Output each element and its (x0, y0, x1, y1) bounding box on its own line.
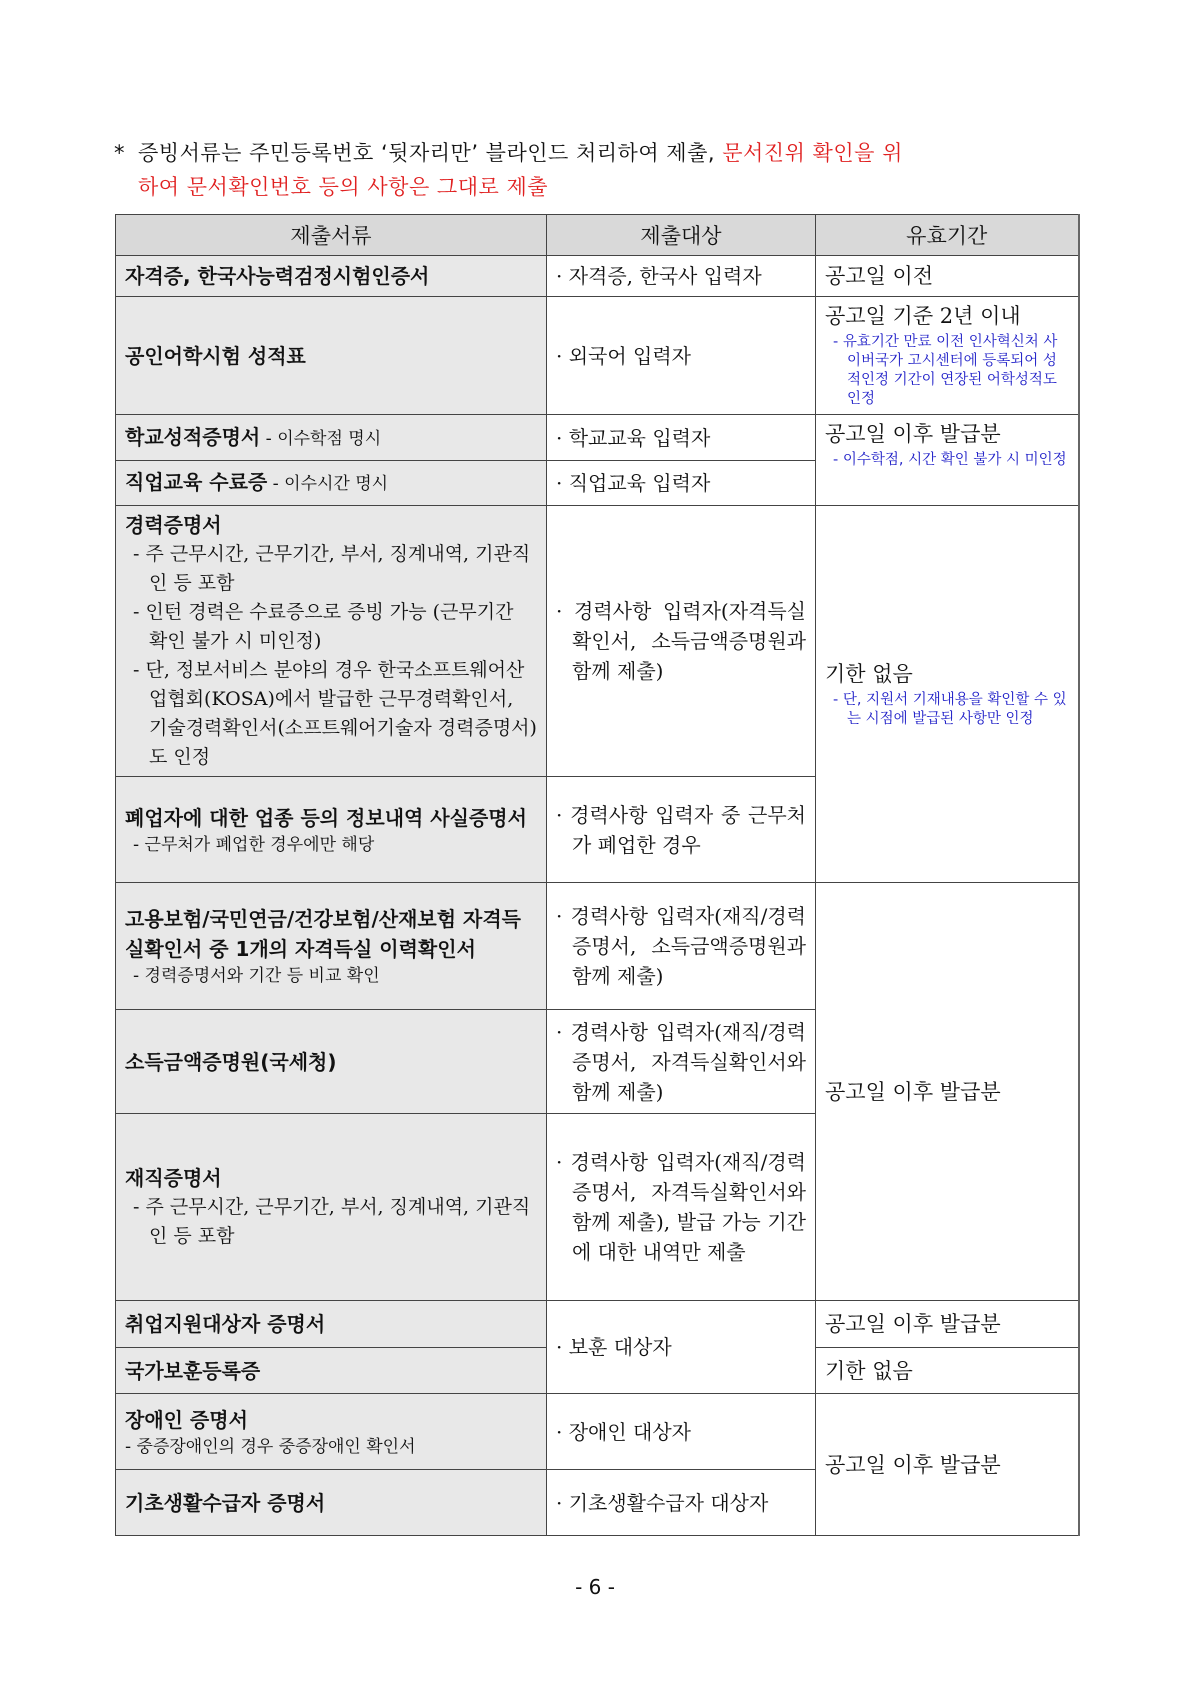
validity-text: 공고일 이후 발급분 (816, 1394, 1079, 1536)
doc-title: 학교성적증명서 (125, 424, 261, 449)
validity-note: - 이수학점, 시간 확인 불가 시 미인정 (833, 452, 1067, 468)
table-row (116, 1301, 1079, 1348)
target-text: · 경력사항 입력자(재직/경력증명서, 자격득실확인서와 함께 제출), 발급 가능 기간에 대한 내역만 제출 (556, 1150, 807, 1264)
doc-title: 기초생활수급자 증명서 (125, 1490, 326, 1515)
submission-note (114, 136, 1084, 204)
doc-note: - 주 근무시간, 근무기간, 부서, 징계내역, 기관직인 등 포함 (133, 1196, 531, 1247)
note-marker: * (114, 141, 125, 165)
validity-note: - 단, 지원서 기재내용을 확인할 수 있는 시점에 발급된 사항만 인정 (833, 692, 1067, 727)
table-row (116, 1394, 1079, 1470)
validity-text: 공고일 이후 발급분 (816, 1301, 1079, 1348)
doc-title: 국가보훈등록증 (125, 1358, 261, 1383)
validity-text: 공고일 이후 발급분 (825, 422, 1001, 446)
doc-title: 취업지원대상자 증명서 (125, 1312, 326, 1336)
doc-title: 폐업자에 대한 업종 등의 정보내역 사실증명서 (125, 805, 527, 830)
doc-note: - 근무처가 폐업한 경우에만 해당 (133, 834, 375, 855)
validity-text: 기한 없음 (825, 662, 913, 686)
validity-text: 공고일 기준 2년 이내 (825, 304, 1021, 328)
header-validity: 유효기간 (816, 215, 1079, 256)
validity-note: - 유효기간 만료 이전 인사혁신처 사이버국가 고시센터에 등록되어 성적인정 기간이 연장된 어학성적도 인정 (833, 334, 1058, 407)
doc-title: 재직증명서 (125, 1166, 222, 1190)
validity-text: 기한 없음 (816, 1348, 1079, 1394)
table-row (116, 256, 1079, 297)
doc-title: 공인어학시험 성적표 (125, 343, 306, 368)
validity-text: 공고일 이후 발급분 (816, 883, 1079, 1301)
target-text: · 자격증, 한국사 입력자 (556, 264, 762, 288)
table-header-row (116, 215, 1079, 256)
doc-note: - 인턴 경력은 수료증으로 증빙 가능 (근무기간 확인 불가 시 미인정) (133, 601, 514, 652)
doc-title: 고용보험/국민연금/건강보험/산재보험 자격득실확인서 중 1개의 자격득실 이력확인서 (125, 907, 521, 961)
doc-note: - 주 근무시간, 근무기간, 부서, 징계내역, 기관직인 등 포함 (133, 543, 531, 594)
table-row (116, 415, 1079, 461)
target-text: · 경력사항 입력자(자격득실확인서, 소득금액증명원과 함께 제출) (556, 599, 806, 683)
note-warning-1: 문서진위 확인을 위 (722, 141, 903, 165)
note-warning-2: 하여 문서확인번호 등의 사항은 그대로 제출 (138, 175, 549, 199)
target-text: · 보훈 대상자 (556, 1335, 672, 1359)
doc-title: 자격증, 한국사능력검정시험인증서 (125, 264, 430, 288)
validity-text: 공고일 이전 (816, 256, 1079, 297)
required-documents-table (115, 214, 1080, 1536)
header-documents: 제출서류 (116, 215, 547, 256)
note-text: 증빙서류는 주민등록번호 ‘뒷자리만’ 블라인드 처리하여 제출, (138, 141, 723, 165)
doc-title: 직업교육 수료증 (125, 470, 268, 494)
table-row (116, 506, 1079, 777)
doc-title: 장애인 증명서 (125, 1407, 248, 1432)
target-text: · 직업교육 입력자 (556, 471, 711, 495)
target-text: · 외국어 입력자 (556, 343, 691, 368)
table-row (116, 297, 1079, 415)
target-text: · 장애인 대상자 (556, 1419, 691, 1444)
doc-title: 경력증명서 (125, 513, 222, 537)
target-text: · 기초생활수급자 대상자 (556, 1490, 769, 1515)
doc-subtitle: - 이수시간 명시 (267, 474, 389, 494)
target-text: · 경력사항 입력자 중 근무처가 폐업한 경우 (556, 802, 806, 857)
table-row (116, 883, 1079, 1010)
doc-note: - 중증장애인의 경우 중증장애인 확인서 (125, 1436, 416, 1457)
doc-note: - 단, 정보서비스 분야의 경우 한국소프트웨어산업협회(KOSA)에서 발급한 근무경력확인서, 기술경력확인서(소프트웨어기술자 경력증명서)도 인정 (133, 659, 537, 768)
target-text: · 경력사항 입력자(재직/경력증명서, 소득금액증명원과 함께 제출) (556, 904, 807, 988)
page-number: - 6 - (575, 1575, 615, 1599)
target-text: · 경력사항 입력자(재직/경력증명서, 자격득실확인서와 함께 제출) (556, 1019, 807, 1104)
doc-subtitle: - 이수학점 명시 (260, 428, 382, 449)
target-text: · 학교교육 입력자 (556, 425, 711, 450)
doc-title: 소득금액증명원(국세청) (125, 1049, 337, 1074)
header-target: 제출대상 (547, 215, 816, 256)
doc-note: - 경력증명서와 기간 등 비교 확인 (133, 966, 380, 986)
